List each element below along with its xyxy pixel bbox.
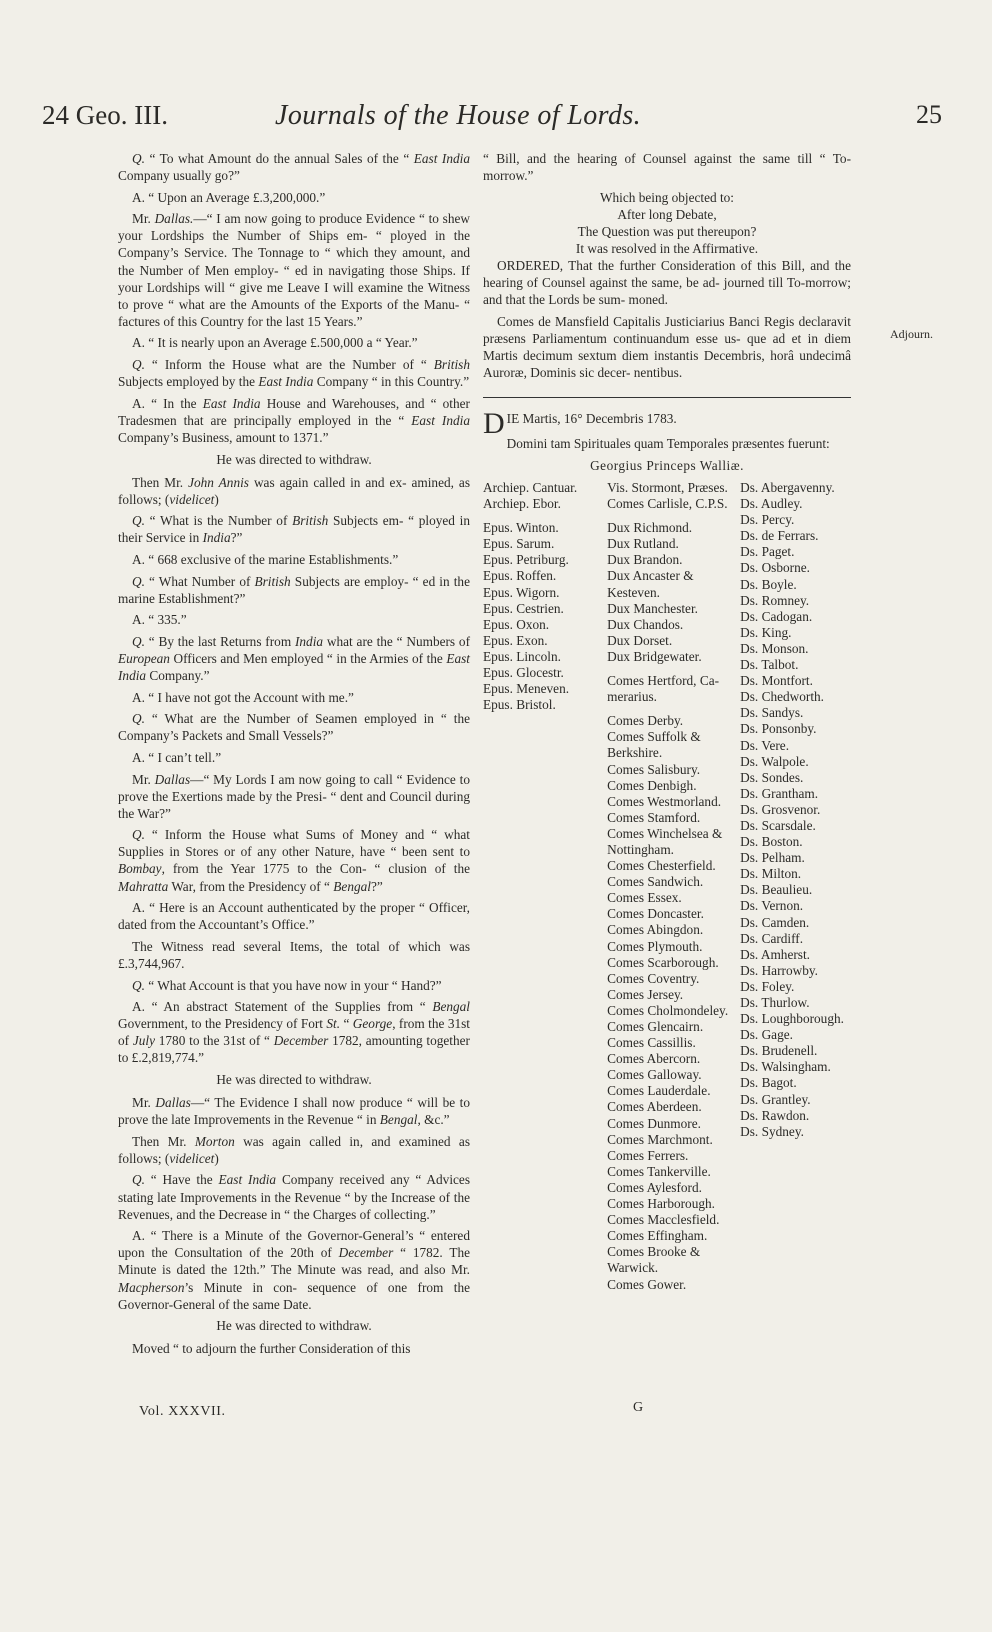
noble-entry: Comes Marchmont. (607, 1131, 713, 1147)
right-column-paragraph: After long Debate, (617, 206, 717, 222)
left-column-paragraph: The Witness read several Items, the total of which was £.3,744,967. (118, 938, 470, 971)
noble-entry: Comes Suffolk & Berkshire. (607, 729, 701, 761)
left-column (118, 150, 470, 1362)
session-date (483, 407, 851, 441)
left-column-paragraph: A. “ An abstract Statement of the Supplies from “ Bengal Government, to the Presidency of Fort St. “ George, from the 31st of July 1780 to the 31st of “ December 1782, amounting together to £.2,819,774.” (118, 999, 470, 1066)
clergy-entry: Archiep. Ebor. (483, 496, 561, 512)
right-column-paragraph: The Question was put thereupon? (577, 223, 757, 239)
noble-entry: Comes Cassillis. (607, 1035, 696, 1051)
baron-entry: Ds. Brudenell. (740, 1043, 818, 1059)
clergy-entry: Epus. Winton. (483, 520, 559, 536)
left-column-paragraph: He was directed to withdraw. (216, 1072, 372, 1087)
left-column-paragraph: Then Mr. John Annis was again called in and ex- amined, as follows; (videlicet) (118, 474, 470, 507)
baron-entry: Ds. Boyle. (740, 576, 797, 592)
right-column (483, 150, 851, 1293)
noble-entry: Comes Abingdon. (607, 922, 704, 938)
right-column-paragraph: ORDERED, That the further Consideration of this Bill, and the hearing of Counsel against the same, be ad- journed till To-morrow; and that the Lords be sum- moned. (483, 258, 851, 308)
left-column-paragraph: A. “ Upon an Average £.3,200,000.” (132, 189, 326, 205)
baron-entry: Ds. Thurlow. (740, 995, 810, 1010)
noble-entry: Comes Jersey. (607, 986, 684, 1002)
attendance-barons (740, 480, 851, 1293)
clergy-entry: Epus. Petriburg. (483, 552, 569, 568)
baron-entry: Ds. Harrowby. (740, 962, 818, 978)
baron-entry: Ds. Percy. (740, 512, 795, 528)
noble-entry: Comes Derby. (607, 713, 684, 729)
left-column-paragraph: Q. “ What is the Number of British Subjects em- “ ployed in their Service in India?” (118, 513, 470, 546)
noble-entry: Dux Rutland. (607, 536, 679, 552)
header-regnal-year: 24 Geo. III. (42, 100, 168, 130)
footer-volume: Vol. XXXVII. (139, 1404, 226, 1419)
noble-entry: Comes Aberdeen. (607, 1099, 702, 1115)
left-column-paragraph: A. “ 668 exclusive of the marine Establishments.” (132, 551, 399, 567)
attendance-nobles (607, 480, 740, 1293)
clergy-entry: Epus. Bristol. (483, 697, 556, 713)
noble-entry: Dux Dorset. (607, 632, 673, 648)
clergy-entry: Epus. Roffen. (483, 568, 557, 584)
baron-entry: Ds. Monson. (740, 640, 809, 656)
running-header (0, 100, 992, 136)
left-column-paragraph: Q. “ What Number of British Subjects are employ- “ ed in the marine Establishment?” (118, 573, 470, 606)
baron-entry: Ds. Romney. (740, 592, 810, 608)
right-column-paragraph: It was resolved in the Affirmative. (575, 240, 759, 256)
left-column-paragraph: Mr. Dallas—“ My Lords I am now going to call “ Evidence to prove the Exertions made by the Presi- “ dent and Council during the War?” (118, 771, 470, 821)
baron-entry: Ds. Sondes. (740, 769, 804, 785)
attendance-clergy (483, 480, 607, 1293)
noble-entry: Dux Bridgewater. (607, 648, 702, 664)
clergy-entry: Epus. Meneven. (483, 681, 570, 697)
noble-entry: Comes Salisbury. (607, 761, 701, 777)
noble-entry: Comes Macclesfield. (607, 1212, 720, 1228)
list-spacer (607, 665, 740, 673)
left-column-paragraph: Mr. Dallas.—“ I am now going to produce Evidence “ to shew your Lordships the Number of Ships em- “ ployed in the Company’s Service. The Tonnage to “ which they amount, and the Number of Men employ- “ ed in navigating those Ships. If your Lordships will “ give me Leave I will examine the Witness to prove “ what are the Amounts of the Exports of the Manu- “ factures of this Country for the last 15 Years.” (118, 211, 470, 329)
noble-entry: Comes Aylesford. (607, 1179, 702, 1195)
baron-entry: Ds. Audley. (740, 496, 803, 512)
noble-entry: Dux Ancaster & Kesteven. (607, 568, 694, 600)
noble-entry: Dux Chandos. (607, 616, 684, 632)
baron-entry: Ds. Cardiff. (740, 930, 804, 946)
noble-entry: Comes Tankerville. (607, 1163, 711, 1179)
noble-entry: Comes Ferrers. (607, 1147, 689, 1163)
noble-entry: Comes Glencairn. (607, 1019, 704, 1034)
noble-entry: Comes Essex. (607, 890, 682, 906)
right-column-proceedings (483, 150, 851, 381)
clergy-entry: Epus. Exon. (483, 632, 548, 648)
baron-entry: Ds. Grosvenor. (740, 801, 821, 817)
clergy-entry: Epus. Cestrien. (483, 600, 564, 616)
baron-entry: Ds. Vernon. (740, 898, 804, 914)
baron-entry: Ds. Chedworth. (740, 689, 824, 705)
noble-entry: Comes Plymouth. (607, 938, 703, 954)
clergy-entry: Epus. Wigorn. (483, 584, 560, 600)
noble-entry: Comes Denbigh. (607, 777, 697, 793)
noble-entry: Comes Winchelsea & Nottingham. (607, 825, 723, 857)
baron-entry: Ds. Sandys. (740, 705, 804, 721)
left-column-paragraph: Mr. Dallas—“ The Evidence I shall now produce “ will be to prove the late Improvements in the Revenue “ in Bengal, &c.” (118, 1095, 470, 1128)
noble-entry: Comes Coventry. (607, 970, 700, 986)
noble-entry: Comes Dunmore. (607, 1115, 701, 1131)
baron-entry: Ds. Cadogan. (740, 608, 813, 624)
left-column-paragraph: Then Mr. Morton was again called in, and examined as follows; (videlicet) (118, 1133, 471, 1166)
right-column-paragraph: Comes de Mansfield Capitalis Justiciarius Banci Regis declaravit præsens Parliamentum continuandum esse us- que ad et in diem Martis decimum sextum diem instantis Decembris, horâ undecimâ Auroræ, Dominis sic decer- nentibus. (483, 313, 851, 381)
left-column-paragraph: Q. “ To what Amount do the annual Sales of the “ East India Company usually go?” (118, 151, 470, 184)
left-column-paragraph: Q. “ Inform the House what Sums of Money and “ what Supplies in Stores or of any other Nature, have “ been sent to Bombay, from the Year 1775 to the Con- “ clusion of the Mahratta War, from the Presidency of “ Bengal?” (118, 827, 470, 894)
noble-entry: Comes Brooke & Warwick. (607, 1244, 701, 1276)
baron-entry: Ds. Pelham. (740, 850, 805, 866)
right-column-paragraph: “ Bill, and the hearing of Counsel against the same till “ To-morrow.” (483, 151, 851, 184)
list-spacer (607, 705, 740, 713)
baron-entry: Ds. Rawdon. (740, 1107, 810, 1123)
left-column-paragraph: He was directed to withdraw. (216, 451, 372, 467)
baron-entry: Ds. Abergavenny. (740, 480, 835, 495)
footer-signature-mark: G (633, 1400, 644, 1415)
noble-entry: Comes Abercorn. (607, 1051, 701, 1067)
baron-entry: Ds. Walsingham. (740, 1059, 831, 1075)
baron-entry: Ds. Milton. (740, 866, 802, 882)
left-column-paragraph: Moved “ to adjourn the further Consideration of this (132, 1341, 411, 1357)
session-date-text: IE Martis, 16° Decembris 1783. (506, 411, 677, 427)
noble-entry: Comes Doncaster. (607, 906, 704, 922)
prince-of-wales: Georgius Princeps Walliæ. (590, 457, 744, 473)
left-column-paragraph: Q. “ By the last Returns from India what are the “ Numbers of European Officers and Men employed “ in the Armies of the East India Company.” (118, 633, 470, 684)
noble-entry: Dux Richmond. (607, 520, 693, 536)
clergy-entry: Archiep. Cantuar. (483, 480, 578, 495)
left-column-paragraph: A. “ Here is an Account authenticated by the proper “ Officer, dated from the Accountant’s Office.” (118, 900, 470, 933)
noble-entry: Comes Chesterfield. (607, 858, 716, 874)
noble-entry: Vis. Stormont, Præses. (607, 480, 728, 495)
baron-entry: Ds. Ponsonby. (740, 721, 817, 737)
baron-entry: Ds. Boston. (740, 834, 803, 850)
baron-entry: Ds. Montfort. (740, 673, 813, 689)
header-page-number: 25 (916, 100, 942, 129)
noble-entry: Comes Effingham. (607, 1228, 708, 1244)
baron-entry: Ds. Beaulieu. (740, 882, 813, 898)
noble-entry: Comes Hertford, Ca- merarius. (607, 673, 720, 705)
left-column-paragraph: A. “ 335.” (132, 612, 187, 628)
baron-entry: Ds. Loughborough. (740, 1011, 844, 1027)
baron-entry: Ds. Vere. (740, 737, 790, 753)
list-spacer (607, 512, 740, 520)
baron-entry: Ds. Osborne. (740, 560, 810, 576)
left-column-paragraph: A. “ There is a Minute of the Governor-General’s “ entered upon the Consultation of the 20th of December “ 1782. The Minute is dated the 12th.” The Minute was read, and also Mr. Macpherson’s Minute in con- sequence of one from the Governor-General of the same Date. (118, 1228, 470, 1312)
baron-entry: Ds. King. (740, 624, 792, 640)
list-spacer (483, 512, 607, 520)
baron-entry: Ds. Scarsdale. (740, 817, 816, 833)
noble-entry: Comes Lauderdale. (607, 1083, 711, 1099)
clergy-entry: Epus. Sarum. (483, 536, 555, 552)
baron-entry: Ds. Grantham. (740, 785, 819, 801)
left-column-paragraph: A. “ I can’t tell.” (132, 749, 222, 765)
noble-entry: Comes Cholmondeley. (607, 1002, 729, 1018)
clergy-entry: Epus. Glocestr. (483, 665, 564, 681)
noble-entry: Comes Westmorland. (607, 793, 722, 809)
header-title: Journals of the House of Lords. (275, 100, 642, 131)
baron-entry: Ds. Talbot. (740, 657, 799, 673)
clergy-entry: Epus. Oxon. (483, 616, 550, 632)
noble-entry: Dux Brandon. (607, 552, 683, 568)
attendance-list (483, 480, 851, 1293)
noble-entry: Dux Manchester. (607, 600, 698, 616)
noble-entry: Comes Sandwich. (607, 874, 704, 890)
baron-entry: Ds. Bagot. (740, 1075, 797, 1091)
left-column-paragraph: He was directed to withdraw. (216, 1318, 372, 1334)
baron-entry: Ds. de Ferrars. (740, 528, 819, 544)
baron-entry: Ds. Foley. (740, 978, 795, 994)
baron-entry: Ds. Walpole. (740, 753, 809, 769)
noble-entry: Comes Galloway. (607, 1067, 702, 1083)
noble-entry: Comes Carlisle, C.P.S. (607, 496, 728, 512)
left-column-paragraph: Q. “ Have the East India Company received any “ Advices stating late Improvements in the Revenue “ by the Increase of the Revenues, and the Decrease in “ the Charges of collecting.” (118, 1172, 470, 1222)
left-column-paragraph: A. “ It is nearly upon an Average £.500,000 a “ Year.” (132, 335, 418, 351)
noble-entry: Comes Harborough. (607, 1196, 715, 1212)
left-column-paragraph: A. “ I have not got the Account with me.” (132, 689, 354, 705)
baron-entry: Ds. Paget. (740, 544, 795, 560)
baron-entry: Ds. Sydney. (740, 1123, 804, 1139)
noble-entry: Comes Scarborough. (607, 954, 719, 970)
lords-present-heading: Domini tam Spirituales quam Temporales præsentes fuerunt: (506, 436, 830, 452)
section-divider (483, 397, 851, 398)
left-column-paragraph: A. “ In the East India House and Warehouses, and “ other Tradesmen that are principally employed in the “ East India Company’s Business, amount to 1371.” (118, 395, 470, 445)
left-column-paragraph: Q. “ What are the Number of Seamen employed in “ the Company’s Packets and Small Vessels?” (118, 711, 470, 744)
left-column-paragraph: Q. “ What Account is that you have now in your “ Hand?” (132, 977, 442, 993)
margin-note-adjourn: Adjourn. (890, 327, 933, 341)
clergy-entry: Epus. Lincoln. (483, 648, 561, 664)
left-column-paragraph: Q. “ Inform the House what are the Number of “ British Subjects employed by the East India Company “ in this Country.” (118, 357, 470, 390)
noble-entry: Comes Gower. (607, 1276, 687, 1292)
baron-entry: Ds. Amherst. (740, 946, 810, 962)
baron-entry: Ds. Grantley. (740, 1091, 811, 1107)
right-column-paragraph: Which being objected to: (599, 189, 735, 205)
baron-entry: Ds. Gage. (740, 1027, 793, 1043)
baron-entry: Ds. Camden. (740, 914, 810, 930)
drop-cap: D (483, 407, 505, 441)
noble-entry: Comes Stamford. (607, 809, 701, 825)
